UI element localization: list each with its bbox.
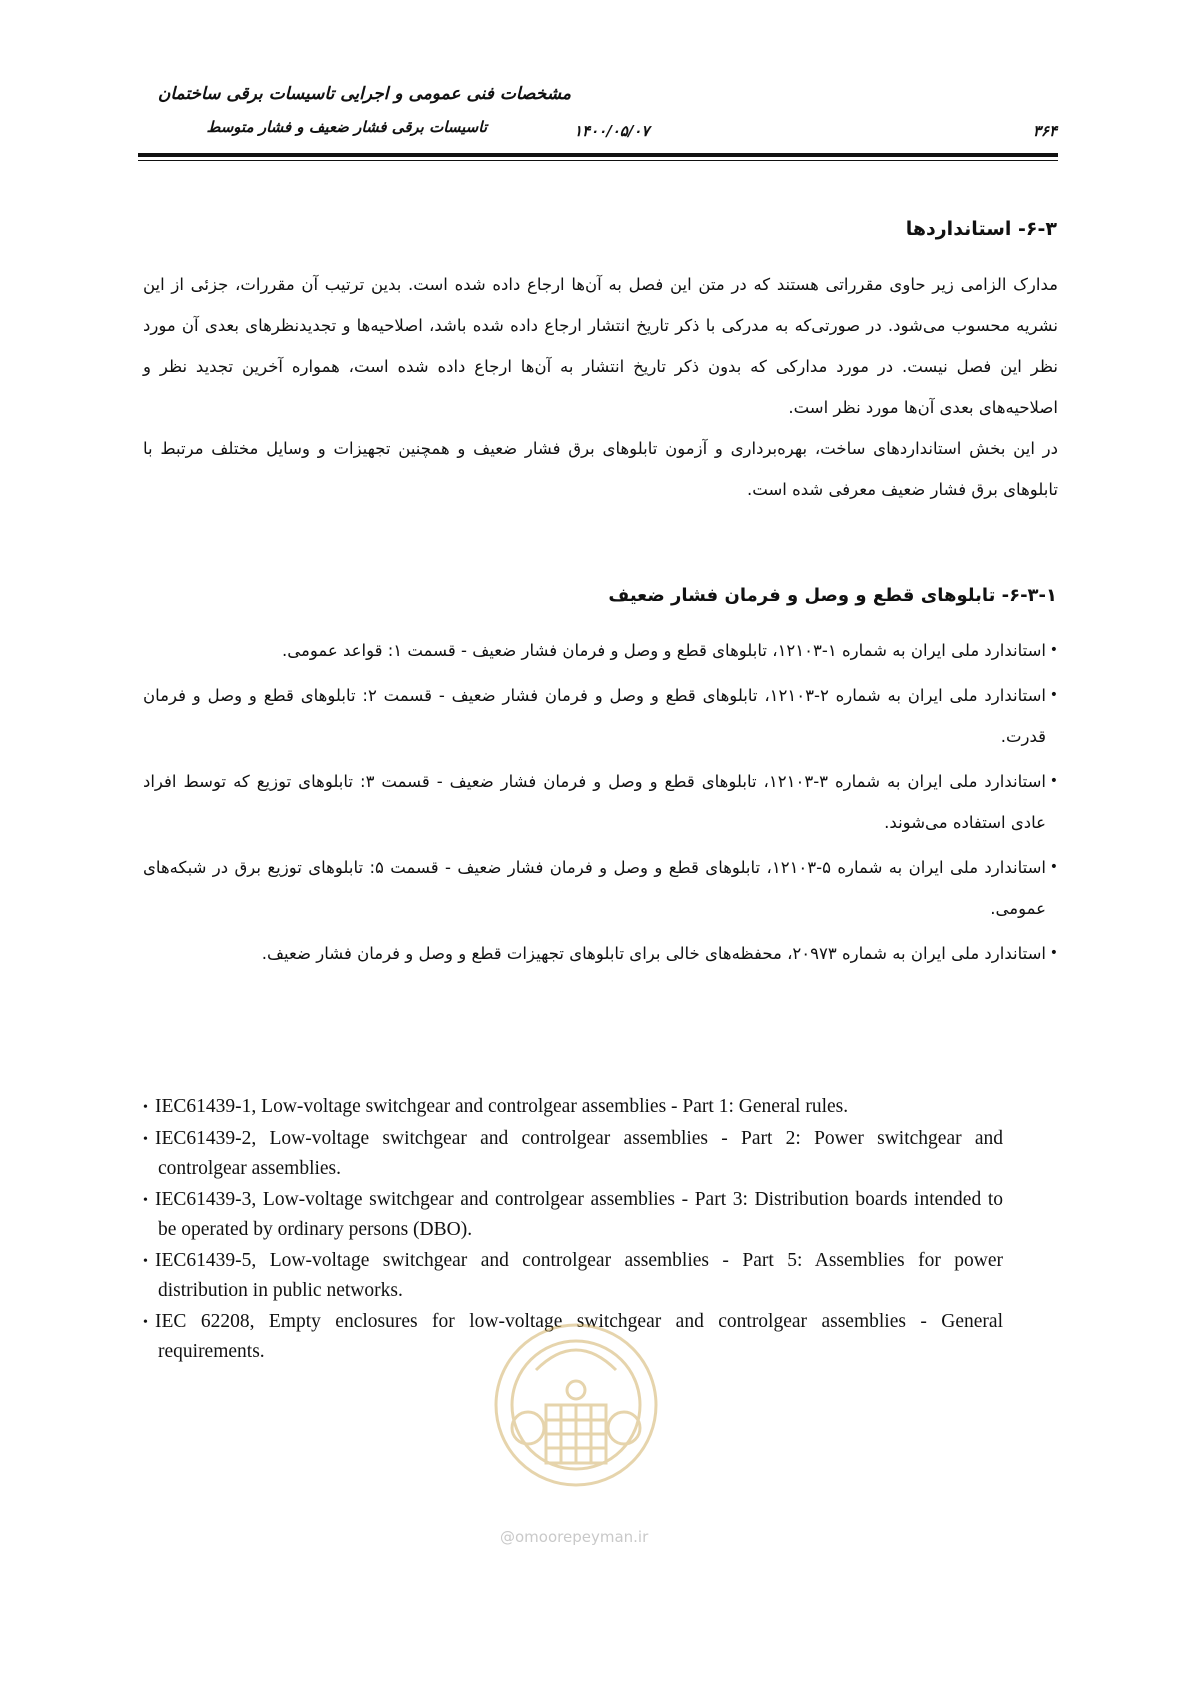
bullet-icon: • — [143, 1254, 148, 1270]
header-rule-thick — [138, 153, 1058, 157]
list-item: • IEC61439-2, Low-voltage switchgear and controlgear assemblies - Part 2: Power switchgear and controlgear assemblies. — [158, 1124, 1003, 1183]
bullet-icon: • — [143, 1193, 148, 1209]
list-item: • استاندارد ملی ایران به شماره ۳-۱۲۱۰۳، تابلوهای قطع و وصل و فرمان فشار ضعیف - قسمت ۳: تابلوهای توزیع که توسط افراد عادی استفاده می‌شوند. — [143, 761, 1058, 843]
list-item: • IEC61439-3, Low-voltage switchgear and controlgear assemblies - Part 3: Distribution boards intended to be operated by ordinary persons (DBO). — [158, 1185, 1003, 1244]
persian-standards-list — [143, 630, 1058, 978]
page-number: ۳۶۴ — [1032, 122, 1057, 140]
section-heading: ۶-۳- استانداردها — [905, 218, 1057, 240]
running-header-subtitle: تاسیسات برقی فشار ضعیف و فشار متوسط — [206, 118, 487, 136]
intro-paragraph: مدارک الزامی زیر حاوی مقرراتی هستند که در متن این فصل به آن‌ها ارجاع داده شده است. بدین ترتیب آن مقررات، جزئی از این نشریه محسوب می‌شود. در صورتی‌که به مدرکی با ذکر تاریخ انتشار ارجاع داده شده باشد، اصلاحیه‌ها و تجدیدنظرهای بعدی آن مورد نظر این فصل نیست. در مورد مدارکی که بدون ذکر تاریخ انتشار به آن‌ها ارجاع داده شده است، همواره آخرین تجدید نظر و اصلاحیه‌های بعدی آن‌ها مورد نظر است. — [143, 275, 1058, 417]
bullet-icon: • — [143, 1315, 148, 1331]
watermark-url: @omoorepeyman.ir — [500, 1528, 649, 1546]
list-item: • IEC61439-5, Low-voltage switchgear and controlgear assemblies - Part 5: Assemblies for power distribution in public networks. — [158, 1246, 1003, 1305]
scope-paragraph: در این بخش استانداردهای ساخت، بهره‌برداری و آزمون تابلوهای برق فشار ضعیف و همچنین تجهیزات و وسایل مختلف مرتبط با تابلوهای برق فشار ضعیف معرفی شده است. — [143, 439, 1058, 499]
header-rule-thin — [138, 160, 1058, 161]
subsection-heading: ۶-۳-۱- تابلوهای قطع و وصل و فرمان فشار ضعیف — [608, 585, 1057, 606]
bullet-icon: • — [143, 1132, 148, 1148]
watermark-logo-icon — [476, 1310, 676, 1500]
bullet-icon: • — [1049, 642, 1058, 658]
running-header-date: ۱۴۰۰/۰۵/۰۷ — [574, 122, 650, 140]
bullet-icon: • — [1049, 945, 1058, 961]
list-item: • استاندارد ملی ایران به شماره ۵-۱۲۱۰۳، تابلوهای قطع و وصل و فرمان فشار ضعیف - قسمت ۵: تابلوهای توزیع برق در شبکه‌های عمومی. — [143, 847, 1058, 929]
list-item: • IEC61439-1, Low-voltage switchgear and controlgear assemblies - Part 1: General rules. — [158, 1092, 1003, 1122]
list-item: • استاندارد ملی ایران به شماره ۲۰۹۷۳، محفظه‌های خالی برای تابلوهای تجهیزات قطع و وصل و فرمان فشار ضعیف. — [143, 933, 1058, 974]
running-header-title: مشخصات فنی عمومی و اجرایی تاسیسات برقی ساختمان — [157, 84, 571, 104]
list-item: • استاندارد ملی ایران به شماره ۲-۱۲۱۰۳، تابلوهای قطع و وصل و فرمان فشار ضعیف - قسمت ۲: تابلوهای قطع و وصل و فرمان قدرت. — [143, 675, 1058, 757]
list-item: • IEC 62208, Empty enclosures for low-voltage switchgear and controlgear assemblies - General requirements. — [158, 1307, 1003, 1366]
bullet-icon: • — [1049, 859, 1058, 875]
bullet-icon: • — [1049, 773, 1058, 789]
bullet-icon: • — [143, 1100, 148, 1116]
bullet-icon: • — [1049, 687, 1058, 703]
list-item: • استاندارد ملی ایران به شماره ۱-۱۲۱۰۳، تابلوهای قطع و وصل و فرمان فشار ضعیف - قسمت ۱: قواعد عمومی. — [143, 630, 1058, 671]
